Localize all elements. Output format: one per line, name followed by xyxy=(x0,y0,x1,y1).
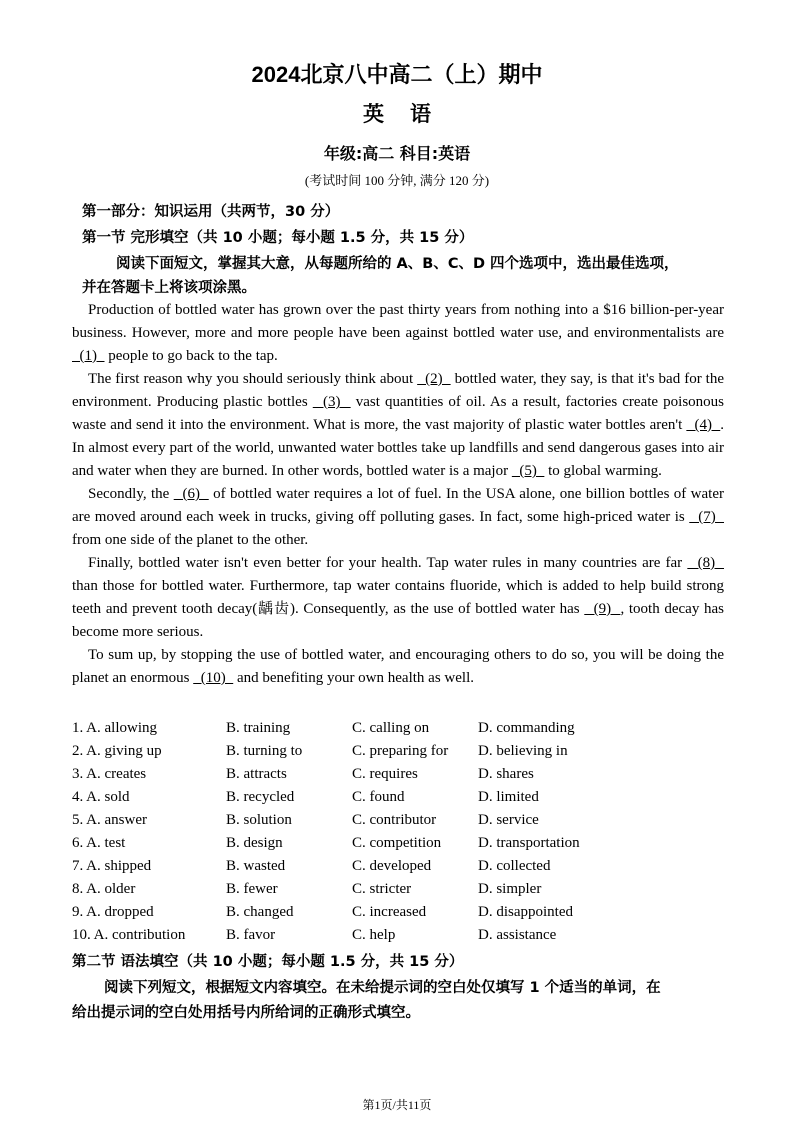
passage-paragraph-3 xyxy=(72,483,724,552)
blank-9: (9) xyxy=(584,601,621,617)
option-d: D. shares xyxy=(478,766,534,782)
passage-text: people to go back to the tap. xyxy=(104,348,278,364)
passage-text: vast quantities of oil. As a result, factories create poisonous waste and send it into the environment. What is more, the vast majority of plastic water bottles aren't xyxy=(72,394,724,433)
option-d: D. commanding xyxy=(478,720,575,736)
option-c: C. found xyxy=(352,789,405,805)
cloze-passage xyxy=(72,299,724,690)
grade-subject-line: 年级:高二 科目:英语 xyxy=(323,144,471,163)
passage-text: To sum up, by stopping the use of bottled water, and encouraging others to do so, you will be doing the planet an enormous xyxy=(72,647,724,686)
option-row-5 xyxy=(72,809,724,832)
option-a: 8. A. older xyxy=(72,881,136,897)
passage-text: . In almost every part of the world, unwanted water bottles take up landfills and send dangerous gases into air and water when they are burned. In other words, bottled water is a major xyxy=(72,417,724,479)
option-d: D. assistance xyxy=(478,927,557,943)
option-c: C. help xyxy=(352,927,396,943)
option-c: C. contributor xyxy=(352,812,437,828)
passage-text: , tooth decay has become more serious. xyxy=(72,601,724,640)
passage-text: and benefiting your own health as well. xyxy=(233,670,474,686)
option-b: B. wasted xyxy=(226,858,286,874)
section1-instruction-line1: 阅读下面短文，掌握其大意，从每题所给的 A、B、C、D 四个选项中，选出最佳选项， xyxy=(116,256,679,272)
option-a: 7. A. shipped xyxy=(72,858,152,874)
passage-text: of bottled water requires a lot of fuel. In the USA alone, one billion bottles of water are moved around each week in trucks, giving off polluting gases. In fact, some high-priced water is xyxy=(72,486,724,525)
blank-5: (5) xyxy=(511,463,545,479)
section2-instruction-line1: 阅读下列短文，根据短文内容填空。在未给提示词的空白处仅填写 1 个适当的单词，在 xyxy=(104,980,661,996)
option-c: C. competition xyxy=(352,835,442,851)
exam-info: (考试时间 100 分钟, 满分 120 分) xyxy=(304,173,490,188)
option-b: B. attracts xyxy=(226,766,287,782)
option-d: D. disappointed xyxy=(478,904,573,920)
option-b: B. favor xyxy=(226,927,276,943)
option-d: D. transportation xyxy=(478,835,580,851)
option-row-6 xyxy=(72,832,724,855)
option-b: B. solution xyxy=(226,812,292,828)
part1-heading: 第一部分：知识运用（共两节，30 分） xyxy=(82,204,340,220)
option-row-3 xyxy=(72,763,724,786)
subject-title: 英语 xyxy=(363,102,457,126)
passage-paragraph-1 xyxy=(72,299,724,368)
option-c: C. increased xyxy=(352,904,427,920)
section1-heading: 第一节 完形填空（共 10 小题；每小题 1.5 分，共 15 分） xyxy=(82,230,474,246)
option-a: 4. A. sold xyxy=(72,789,130,805)
option-row-10 xyxy=(72,924,724,947)
option-row-4 xyxy=(72,786,724,809)
option-a: 1. A. allowing xyxy=(72,720,157,736)
option-c: C. calling on xyxy=(352,720,430,736)
option-a: 9. A. dropped xyxy=(72,904,154,920)
option-a: 5. A. answer xyxy=(72,812,147,828)
option-a: 2. A. giving up xyxy=(72,743,162,759)
option-b: B. turning to xyxy=(226,743,303,759)
blank-10: (10) xyxy=(193,670,234,686)
passage-text: than those for bottled water. Furthermore, tap water contains fluoride, which is added to help build strong teeth and prevent tooth decay(龋齿). Consequently, as the use of bottled water has xyxy=(72,578,724,617)
passage-text: to global warming. xyxy=(544,463,662,479)
option-b: B. design xyxy=(226,835,283,851)
option-a: 6. A. test xyxy=(72,835,126,851)
option-c: C. developed xyxy=(352,858,432,874)
option-a: 3. A. creates xyxy=(72,766,147,782)
option-a: 10. A. contribution xyxy=(72,927,186,943)
option-b: B. recycled xyxy=(226,789,295,805)
passage-text: Secondly, the xyxy=(88,486,174,502)
option-row-9 xyxy=(72,901,724,924)
blank-3: (3) xyxy=(312,394,351,410)
section1-instruction-line2: 并在答题卡上将该项涂黑。 xyxy=(82,280,256,296)
passage-text: bottled water, they say, is that it's bad for the environment. Producing plastic bottles xyxy=(72,371,724,410)
passage-text: Finally, bottled water isn't even better for your health. Tap water rules in many countries are far xyxy=(88,555,688,571)
option-c: C. requires xyxy=(352,766,418,782)
option-row-7 xyxy=(72,855,724,878)
blank-4: (4) xyxy=(686,417,721,433)
option-c: C. preparing for xyxy=(352,743,449,759)
option-b: B. changed xyxy=(226,904,294,920)
option-c: C. stricter xyxy=(352,881,412,897)
passage-text: from one side of the planet to the other. xyxy=(72,532,309,548)
blank-6: (6) xyxy=(173,486,209,502)
option-row-1 xyxy=(72,717,724,740)
option-d: D. simpler xyxy=(478,881,542,897)
blank-2: (2) xyxy=(417,371,451,387)
passage-text: Production of bottled water has grown over the past thirty years from nothing into a $16 billion-per-year business. However, more and more people have been against bottled water use, and environmentalists are xyxy=(72,302,724,341)
option-row-8 xyxy=(72,878,724,901)
page-number: 第1页/共11页 xyxy=(362,1098,432,1112)
answer-options xyxy=(72,717,724,947)
section2-instruction-line2: 给出提示词的空白处用括号内所给词的正确形式填空。 xyxy=(72,1005,420,1021)
option-b: B. fewer xyxy=(226,881,278,897)
option-row-2 xyxy=(72,740,724,763)
blank-8: (8) xyxy=(687,555,724,571)
option-d: D. believing in xyxy=(478,743,568,759)
option-d: D. collected xyxy=(478,858,551,874)
option-d: D. limited xyxy=(478,789,539,805)
blank-7: (7) xyxy=(689,509,724,525)
page-title: 2024北京八中高二（上）期中 xyxy=(251,62,543,87)
passage-paragraph-4 xyxy=(72,552,724,644)
option-b: B. training xyxy=(226,720,291,736)
passage-paragraph-5 xyxy=(72,644,724,690)
passage-paragraph-2 xyxy=(72,368,724,483)
option-d: D. service xyxy=(478,812,539,828)
section2-heading: 第二节 语法填空（共 10 小题；每小题 1.5 分，共 15 分） xyxy=(72,954,464,970)
blank-1: (1) xyxy=(72,348,105,364)
passage-text: The first reason why you should seriously think about xyxy=(88,371,418,387)
